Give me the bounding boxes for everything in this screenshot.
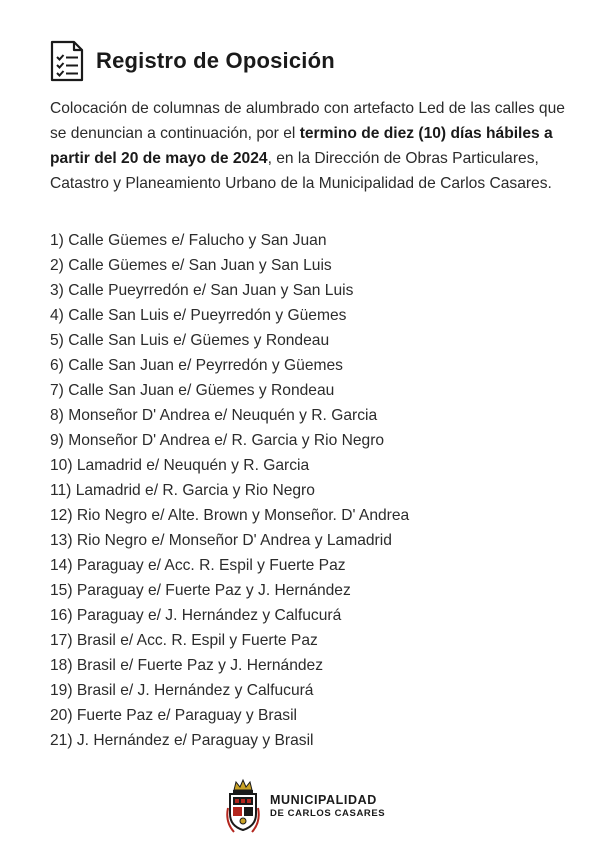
municipal-crest-icon [224, 778, 262, 836]
list-item: 14) Paraguay e/ Acc. R. Espil y Fuerte Paz [50, 557, 346, 574]
intro-text-part1: Colocación de columnas de alumbrado con artefacto Led de las calles que se denuncian a continuación, por el [50, 100, 565, 142]
list-item: 15) Paraguay e/ Fuerte Paz y J. Hernández [50, 582, 351, 599]
list-item: 13) Rio Negro e/ Monseñor D' Andrea y Lamadrid [50, 532, 392, 549]
intro-text-part2: , en la Dirección de Obras Particulares, Catastro y Planeamiento Urbano de la Municipalidad de Carlos Casares. [50, 150, 552, 192]
list-item: 11) Lamadrid e/ R. Garcia y Rio Negro [50, 482, 315, 499]
list-item: 8) Monseñor D' Andrea e/ Neuquén y R. Garcia [50, 407, 378, 424]
list-item: 17) Brasil e/ Acc. R. Espil y Fuerte Paz [50, 632, 318, 649]
list-item: 12) Rio Negro e/ Alte. Brown y Monseñor. D' Andrea [50, 507, 410, 524]
intro-text-deadline: termino de diez (10) días hábiles a partir del 20 de mayo de 2024 [50, 125, 553, 167]
checklist-document-icon [50, 40, 84, 82]
list-item: 6) Calle San Juan e/ Peyrredón y Güemes [50, 357, 343, 374]
intro-paragraph [50, 96, 570, 196]
page-title: Registro de Oposición [96, 48, 335, 73]
list-item: 19) Brasil e/ J. Hernández y Calfucurá [50, 682, 314, 699]
municipality-name-line2: DE CARLOS CASARES [270, 808, 386, 819]
list-item: 5) Calle San Luis e/ Güemes y Rondeau [50, 332, 330, 349]
footer-logo [224, 778, 385, 836]
list-item: 20) Fuerte Paz e/ Paraguay y Brasil [50, 707, 298, 724]
header [50, 40, 335, 82]
municipality-name [270, 793, 385, 821]
street-list [50, 228, 409, 753]
municipality-name-line1: MUNICIPALIDAD [270, 793, 377, 807]
list-item: 4) Calle San Luis e/ Pueyrredón y Güemes [50, 307, 347, 324]
list-item: 21) J. Hernández e/ Paraguay y Brasil [50, 732, 314, 749]
list-item: 9) Monseñor D' Andrea e/ R. Garcia y Rio Negro [50, 432, 385, 449]
list-item: 3) Calle Pueyrredón e/ San Juan y San Luis [50, 282, 354, 299]
list-item: 16) Paraguay e/ J. Hernández y Calfucurá [50, 607, 342, 624]
list-item: 2) Calle Güemes e/ San Juan y San Luis [50, 257, 332, 274]
list-item: 10) Lamadrid e/ Neuquén y R. Garcia [50, 457, 310, 474]
list-item: 18) Brasil e/ Fuerte Paz y J. Hernández [50, 657, 324, 674]
list-item: 1) Calle Güemes e/ Falucho y San Juan [50, 232, 327, 249]
list-item: 7) Calle San Juan e/ Güemes y Rondeau [50, 382, 335, 399]
